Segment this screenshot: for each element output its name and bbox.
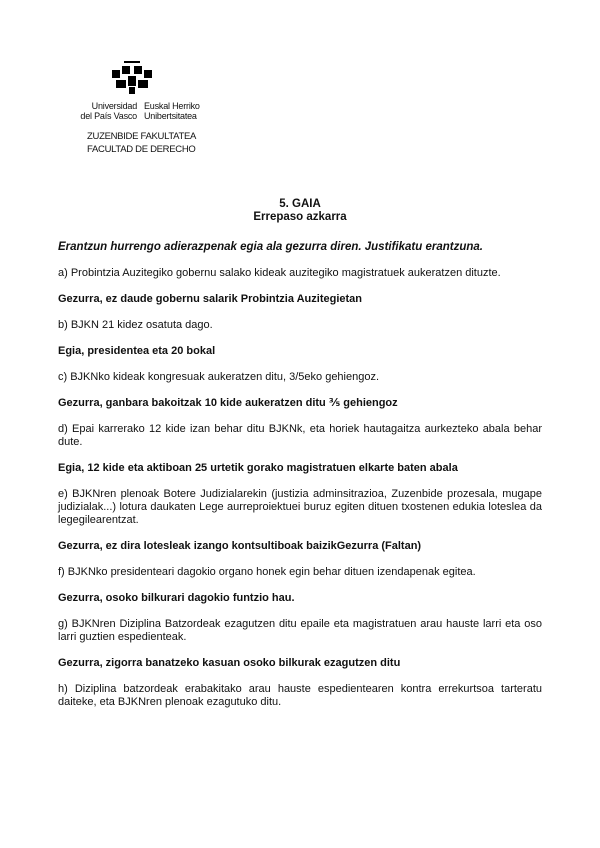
university-name-es (79, 101, 137, 121)
question-d: d) Epai karrerako 12 kide izan behar ditu BJKNk, eta horiek hautagaitza aurkezteko abala behar dute. (58, 423, 542, 448)
answer-a: Gezurra, ez daude gobernu salarik Probintzia Auzitegietan (58, 293, 362, 305)
title-line-2: Errepaso azkarra (253, 211, 347, 223)
answer-e: Gezurra, ez dira lotesleak izango kontsultiboak baizikGezurra (Faltan) (58, 540, 422, 552)
instruction-text: Erantzun hurrengo adierazpenak egia ala gezurra diren. Justifikatu erantzuna. (58, 241, 483, 253)
document-body (58, 198, 542, 709)
answer-f: Gezurra, osoko bilkurari dagokio funtzio hau. (58, 592, 295, 604)
question-h: h) Diziplina batzordeak erabakitako arau hauste espedientearen kontra errekurtsoa tarteratu daiteke, eta BJKNren plenoak ezagutuko ditu. (58, 683, 542, 708)
answer-g: Gezurra, zigorra banatzeko kasuan osoko bilkurak ezagutzen ditu (58, 657, 401, 669)
answer-c: Gezurra, ganbara bakoitzak 10 kide aukeratzen ditu ⅗ gehiengoz (58, 397, 398, 409)
document-title (58, 198, 542, 224)
answer-d: Egia, 12 kide eta aktiboan 25 urtetik gorako magistratuen elkarte baten abala (58, 462, 458, 474)
question-a: a) Probintzia Auzitegiko gobernu salako kideak auzitegiko magistratuek aukeratzen dituzte. (58, 267, 501, 279)
title-line-1: 5. GAIA (279, 198, 321, 210)
university-es-line2: del País Vasco (80, 111, 137, 121)
answer-b: Egia, presidentea eta 20 bokal (58, 345, 216, 357)
university-eu-line2: Unibertsitatea (144, 111, 197, 121)
question-c: c) BJKNko kideak kongresuak aukeratzen ditu, 3/5eko gehiengoz. (58, 371, 380, 383)
question-g: g) BJKNren Diziplina Batzordeak ezagutzen ditu epaile eta magistratuen arau hauste larri eta oso larri guztien espedienteak. (58, 618, 542, 643)
faculty-name (87, 130, 196, 156)
university-logo (110, 60, 154, 94)
question-b: b) BJKN 21 kidez osatuta dago. (58, 319, 213, 331)
question-e: e) BJKNren plenoak Botere Judizialarekin (justizia adminsitrazioa, Zuzenbide prozesala, mugape judizialak...) lotura daukaten Lege aurreproiektuei buruz egiten dituen txostenen edukia loteslea da legegilearentzat. (58, 488, 542, 526)
faculty-eu: ZUZENBIDE FAKULTATEA (87, 131, 197, 142)
question-f: f) BJKNko presidenteari dagokio organo honek egin behar dituen izendapenak egitea. (58, 566, 476, 578)
university-name-eu (144, 101, 224, 121)
university-eu-line1: Euskal Herriko (144, 101, 200, 111)
faculty-es: FACULTAD DE DERECHO (87, 144, 196, 155)
university-es-line1: Universidad (91, 101, 137, 111)
